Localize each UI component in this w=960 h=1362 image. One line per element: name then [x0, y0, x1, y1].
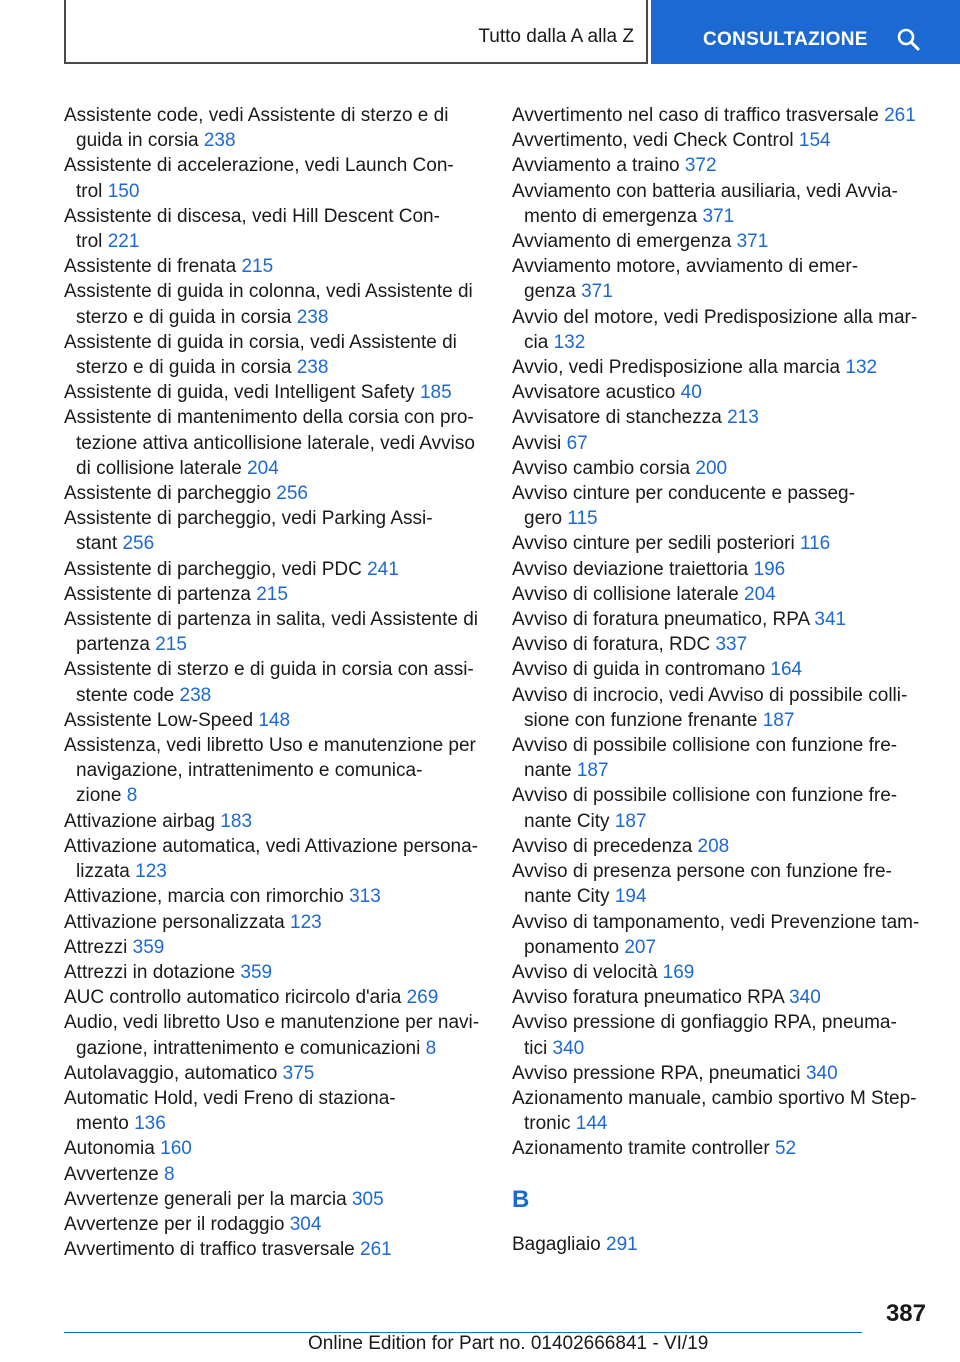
index-entry-term: Avviso di incrocio, vedi Avviso di possibile colli- [512, 684, 908, 706]
index-entry-term: Attivazione, marcia con rimorchio [64, 886, 344, 908]
page-reference-link[interactable]: 204 [247, 457, 279, 479]
index-entry [512, 859, 930, 909]
page-reference-link[interactable]: 132 [845, 357, 878, 379]
index-entry [512, 254, 930, 304]
index-entry-continuation: di collisione laterale [76, 457, 242, 479]
page-reference-link[interactable]: 200 [695, 457, 728, 479]
page-reference-link[interactable]: 241 [367, 558, 399, 580]
page-reference-link[interactable]: 256 [122, 533, 155, 555]
index-entry-term: Autonomia [64, 1138, 155, 1160]
index-entry-continuation: tezione attiva anticollisione laterale, vedi Avviso [76, 432, 475, 454]
index-entry [512, 179, 930, 229]
index-entry-term: Attivazione automatica, vedi Attivazione persona- [64, 835, 479, 857]
page-reference-link[interactable]: 238 [203, 130, 236, 152]
index-entry-continuation: guida in corsia [76, 130, 199, 152]
index-entry-term: Autolavaggio, automatico [64, 1062, 278, 1084]
section-letter-b: B [512, 1185, 530, 1213]
index-entry-term: Assistente di sterzo e di guida in corsia con assi- [64, 659, 474, 681]
index-entry-continuation: stant [76, 533, 118, 555]
index-entry-term: Attrezzi [64, 936, 128, 958]
page-reference-link[interactable]: 375 [282, 1062, 315, 1084]
index-entry [64, 935, 484, 960]
page-reference-link[interactable]: 359 [132, 936, 165, 958]
header-frame [64, 0, 648, 64]
index-entry [64, 985, 484, 1010]
index-entry-continuation: tici [524, 1037, 548, 1059]
page-reference-link[interactable]: 238 [296, 306, 329, 328]
index-entry [512, 380, 930, 405]
index-entry [64, 657, 484, 707]
index-entry [512, 1136, 930, 1161]
index-entry [512, 103, 930, 128]
page-reference-link[interactable]: 256 [276, 483, 308, 505]
index-entry [512, 783, 930, 833]
page-reference-link[interactable]: 132 [553, 331, 586, 353]
index-entry [512, 229, 930, 254]
index-entry [512, 657, 930, 682]
page-reference-link[interactable]: 8 [126, 785, 138, 807]
index-entry-term: Assistente di partenza in salita, vedi Assistente di [64, 609, 479, 631]
page-reference-link[interactable]: 340 [789, 987, 821, 1009]
page-reference-link[interactable]: 359 [240, 961, 273, 983]
index-entry-term: Avviso pressione di gonfiaggio RPA, pneuma- [512, 1012, 897, 1034]
index-entry [64, 279, 484, 329]
index-entry [512, 1010, 930, 1060]
page-reference-link[interactable]: 150 [107, 180, 140, 202]
index-entry-continuation: stente code [76, 684, 175, 706]
page-reference-link[interactable]: 187 [762, 709, 795, 731]
index-entry-term: Assistente di parcheggio [64, 483, 272, 505]
index-entry [512, 733, 930, 783]
index-entry-term: AUC controllo automatico ricircolo d'aria [64, 987, 402, 1009]
index-entry [64, 960, 484, 985]
index-entry-term: Assistente di guida in colonna, vedi Assistente di [64, 281, 473, 303]
consultazione-tab-label: CONSULTAZIONE [703, 29, 868, 50]
index-entry [512, 481, 930, 531]
page-reference-link[interactable]: 148 [258, 709, 291, 731]
index-entry-continuation: genza [524, 281, 576, 303]
index-entry [512, 431, 930, 456]
page-reference-link[interactable]: 371 [736, 231, 769, 253]
index-entry-term: Assistente code, vedi Assistente di sterzo e di [64, 105, 449, 126]
page-reference-link[interactable]: 221 [107, 231, 140, 253]
index-entry-continuation: sione con funzione frenante [524, 709, 758, 731]
index-column-left [64, 103, 484, 1262]
page-reference-link[interactable]: 40 [680, 382, 702, 404]
index-entry-term: Assistente di parcheggio, vedi Parking Assi- [64, 508, 433, 530]
index-entry-term: Automatic Hold, vedi Freno di staziona- [64, 1087, 396, 1109]
page-reference-link[interactable]: 269 [406, 987, 439, 1009]
index-entry-continuation: navigazione, intrattenimento e comunica- [76, 760, 423, 782]
index-entry [64, 809, 484, 834]
search-icon[interactable] [896, 27, 920, 51]
index-entry-continuation: nante [524, 760, 572, 782]
index-entry [512, 960, 930, 985]
index-entry-continuation: gero [524, 508, 563, 530]
index-entry-term: Assistente di accelerazione, vedi Launch Con- [64, 155, 454, 177]
index-entry [512, 153, 930, 178]
page-reference-link[interactable]: 183 [220, 810, 253, 832]
index-entry [64, 1212, 484, 1237]
page-reference-link[interactable]: 196 [753, 558, 786, 580]
index-entry [64, 834, 484, 884]
page-reference-link[interactable]: 169 [662, 961, 695, 983]
index-entry [64, 733, 484, 809]
index-entry [64, 153, 484, 203]
index-entry-term: Avviso di possibile collisione con funzione fre- [512, 735, 898, 757]
index-entry-continuation: partenza [76, 634, 150, 656]
index-entry [64, 1061, 484, 1086]
index-entry [64, 204, 484, 254]
page-reference-link[interactable]: 337 [715, 634, 748, 656]
page-number: 387 [885, 1300, 926, 1327]
index-entry [64, 1237, 484, 1262]
index-entry [512, 632, 930, 657]
section-title: Tutto dalla A alla Z [478, 26, 634, 47]
index-entry-term: Avvertenze per il rodaggio [64, 1213, 285, 1235]
index-entry-term: Avviso cinture per sedili posteriori [512, 533, 795, 555]
page-reference-link[interactable]: 116 [799, 533, 831, 555]
index-entry-term: Avvertenze generali per la marcia [64, 1188, 347, 1210]
page-reference-link[interactable]: 371 [702, 205, 735, 227]
index-entry [64, 607, 484, 657]
index-entry [512, 683, 930, 733]
index-entry-term: Attivazione airbag [64, 810, 216, 832]
page-reference-link[interactable]: 187 [614, 810, 647, 832]
page-reference-link[interactable]: 340 [805, 1062, 838, 1084]
page-reference-link[interactable]: 215 [155, 634, 187, 656]
index-entry-term: Avviso di presenza persone con funzione fre- [512, 861, 892, 883]
index-entry-continuation: tronic [524, 1113, 571, 1135]
index-entry-continuation: mento [76, 1113, 129, 1135]
page-reference-link[interactable]: 154 [798, 130, 831, 152]
index-entry-term: Avviso di guida in contromano [512, 659, 766, 681]
index-entry [512, 355, 930, 380]
index-entry-term: Bagagliaio [512, 1233, 601, 1255]
footer-edition-note: Online Edition for Part no. 01402666841 - VI/19 [308, 1333, 709, 1354]
page-reference-link[interactable]: 187 [576, 760, 609, 782]
index-entry [64, 506, 484, 556]
index-entry-term: Avviso di possibile collisione con funzione fre- [512, 785, 898, 807]
index-entry-term: Assistente Low-Speed [64, 709, 254, 731]
index-entry-term: Avviamento di emergenza [512, 231, 732, 253]
page-reference-link[interactable]: 123 [135, 861, 167, 883]
index-entry [64, 708, 484, 733]
page-reference-link[interactable]: 215 [241, 256, 274, 278]
consultazione-tab[interactable] [651, 0, 960, 64]
page-reference-link[interactable]: 8 [163, 1163, 175, 1185]
index-entry-term: Assistente di frenata [64, 256, 237, 278]
page-reference-link[interactable]: 123 [290, 911, 322, 933]
index-entry-term: Avvertimento nel caso di traffico trasversale [512, 105, 879, 126]
index-entry-term: Attrezzi in dotazione [64, 961, 236, 983]
index-entry-term: Avvisi [512, 432, 562, 454]
index-entry-continuation: lizzata [76, 861, 130, 883]
index-entry-term: Assistente di guida in corsia, vedi Assistente di [64, 331, 457, 353]
index-entry [64, 405, 484, 481]
index-entry-continuation: trol [76, 180, 103, 202]
index-entry-term: Assistente di mantenimento della corsia con pro- [64, 407, 474, 429]
index-entry-term: Assistente di parcheggio, vedi PDC [64, 558, 362, 580]
page-reference-link[interactable]: 313 [349, 886, 381, 908]
page-reference-link[interactable]: 238 [179, 684, 212, 706]
index-entry [64, 557, 484, 582]
index-entry-continuation: ponamento [524, 936, 620, 958]
index-entry-term: Assistente di partenza [64, 583, 251, 605]
index-entry [512, 557, 930, 582]
page-reference-link[interactable]: 261 [884, 105, 916, 126]
page-reference-link[interactable]: 208 [697, 835, 730, 857]
index-entry-term: Avvio del motore, vedi Predisposizione alla mar- [512, 306, 918, 328]
index-entry [64, 330, 484, 380]
index-entry [64, 1187, 484, 1212]
index-entry [512, 582, 930, 607]
index-entry [512, 405, 930, 430]
index-entry [512, 305, 930, 355]
index-entry [64, 380, 484, 405]
page-reference-link[interactable]: 160 [160, 1138, 192, 1160]
index-entry-term: Avvisatore acustico [512, 382, 676, 404]
index-entry-continuation: trol [76, 231, 103, 253]
index-entry [64, 1136, 484, 1161]
index-entry-term: Avviso di velocità [512, 961, 658, 983]
index-entry-term: Azionamento manuale, cambio sportivo M Step- [512, 1087, 917, 1109]
page-reference-link[interactable]: 52 [774, 1138, 797, 1160]
index-entry [64, 481, 484, 506]
index-entry [512, 1086, 930, 1136]
index-entry-term: Avviso cambio corsia [512, 457, 691, 479]
page-reference-link[interactable]: 213 [727, 407, 759, 429]
page-reference-link[interactable]: 304 [289, 1213, 322, 1235]
page-reference-link[interactable]: 371 [581, 281, 613, 303]
index-entry [64, 254, 484, 279]
page-reference-link[interactable]: 207 [624, 936, 657, 958]
page-reference-link[interactable]: 8 [425, 1037, 437, 1059]
page-reference-link[interactable]: 340 [552, 1037, 585, 1059]
index-entry-term: Avviamento con batteria ausiliaria, vedi Avvia- [512, 180, 898, 202]
index-entry-term: Avviamento a traino [512, 155, 680, 177]
index-entry [512, 834, 930, 859]
index-entry [512, 910, 930, 960]
page-reference-link[interactable]: 372 [684, 155, 717, 177]
page-reference-link[interactable]: 115 [567, 508, 598, 530]
index-entry-continuation: cia [524, 331, 549, 353]
index-entry [64, 884, 484, 909]
index-entry-term: Avviso di tamponamento, vedi Prevenzione tam- [512, 911, 920, 933]
index-entry-term: Avviso deviazione traiettoria [512, 558, 749, 580]
index-entry-term: Avvertenze [64, 1163, 159, 1185]
page-reference-link[interactable]: 185 [419, 382, 452, 404]
index-entry-term: Assistente di discesa, vedi Hill Descent Con- [64, 205, 440, 227]
index-entry [512, 1232, 930, 1257]
index-entry-continuation: sterzo e di guida in corsia [76, 357, 292, 379]
index-entry-continuation: gazione, intrattenimento e comunicazioni [76, 1037, 421, 1059]
index-column-right [512, 103, 930, 1257]
index-entry-term: Avviso di precedenza [512, 835, 693, 857]
page-reference-link[interactable]: 305 [351, 1188, 384, 1210]
index-entry [512, 531, 930, 556]
page-reference-link[interactable]: 215 [256, 583, 288, 605]
page-reference-link[interactable]: 291 [606, 1233, 638, 1255]
index-entry-term: Assistente di guida, vedi Intelligent Safety [64, 382, 415, 404]
index-entry-term: Avviso cinture per conducente e passeg- [512, 483, 855, 505]
index-entry [512, 456, 930, 481]
page-reference-link[interactable]: 144 [575, 1113, 608, 1135]
page-reference-link[interactable]: 238 [296, 357, 329, 379]
page-reference-link[interactable]: 204 [744, 583, 776, 605]
index-entry-term: Avviamento motore, avviamento di emer- [512, 256, 859, 278]
index-entry [64, 1162, 484, 1187]
index-entry-term: Avviso pressione RPA, pneumatici [512, 1062, 801, 1084]
page-reference-link[interactable]: 67 [566, 432, 588, 454]
index-entry-term: Attivazione personalizzata [64, 911, 285, 933]
index-entry-term: Avvertimento di traffico trasversale [64, 1239, 355, 1261]
index-entry-term: Avvio, vedi Predisposizione alla marcia [512, 357, 841, 379]
index-entry [64, 582, 484, 607]
index-entry-term: Avvisatore di stanchezza [512, 407, 722, 429]
index-entry-continuation: zione [76, 785, 122, 807]
index-entry [512, 985, 930, 1010]
index-entry-term: Avviso foratura pneumatico RPA [512, 987, 784, 1009]
index-entry-continuation: nante City [524, 886, 610, 908]
index-entry-continuation: mento di emergenza [524, 205, 698, 227]
index-entry [64, 1010, 484, 1060]
index-entry-continuation: nante City [524, 810, 610, 832]
index-entry [512, 607, 930, 632]
index-entry [64, 103, 484, 153]
index-entry-term: Avvertimento, vedi Check Control [512, 130, 794, 152]
index-entry [512, 128, 930, 153]
index-entry-term: Avviso di foratura, RDC [512, 634, 711, 656]
index-entry [512, 1061, 930, 1086]
page-reference-link[interactable]: 261 [360, 1239, 392, 1261]
index-entry [64, 910, 484, 935]
index-entry-term: Audio, vedi libretto Uso e manutenzione per navi- [64, 1012, 480, 1034]
page-reference-link[interactable]: 136 [134, 1113, 166, 1135]
index-entry-term: Avviso di collisione laterale [512, 583, 739, 605]
page-reference-link[interactable]: 164 [770, 659, 803, 681]
page-reference-link[interactable]: 194 [614, 886, 647, 908]
index-entry-term: Azionamento tramite controller [512, 1138, 770, 1160]
index-entry-term: Avviso di foratura pneumatico, RPA [512, 609, 810, 631]
index-entry-continuation: sterzo e di guida in corsia [76, 306, 292, 328]
page-reference-link[interactable]: 341 [814, 609, 847, 631]
index-entry-term: Assistenza, vedi libretto Uso e manutenzione per [64, 735, 476, 757]
index-entry [64, 1086, 484, 1136]
